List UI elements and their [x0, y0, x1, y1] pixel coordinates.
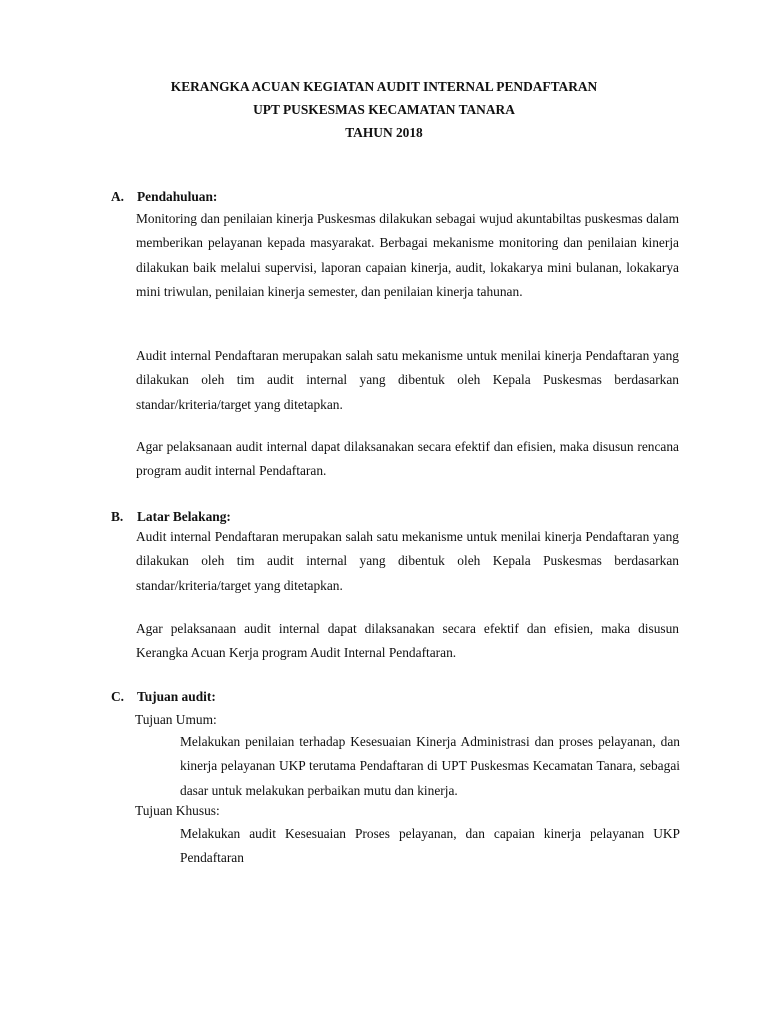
document-title-line-3: TAHUN 2018	[345, 125, 423, 140]
tujuan-khusus-label: Tujuan Khusus:	[135, 803, 220, 818]
section-a-paragraph-1: Monitoring dan penilaian kinerja Puskesmas dilakukan sebagai wujud akuntabiltas puskesmas dalam memberikan pelayanan kepada masyarakat. Berbagai mekanisme monitoring dan penilaian kinerja dilakukan baik melalui supervisi, laporan capaian kinerja, audit, lokakarya mini bulanan, lokakarya mini triwulan, penilaian kinerja semester, dan penilaian kinerja tahunan.	[136, 211, 679, 300]
section-a-heading	[111, 189, 217, 205]
section-a-title: Pendahuluan:	[137, 189, 218, 204]
tujuan-umum-text: Melakukan penilaian terhadap Kesesuaian Kinerja Administrasi dan proses pelayanan, dan kinerja pelayanan UKP terutama Pendaftaran di UPT Puskesmas Kecamatan Tanara, sebagai dasar untuk melakukan perbaikan mutu dan kinerja.	[180, 734, 680, 798]
section-b-paragraph-1: Audit internal Pendaftaran merupakan salah satu mekanisme untuk menilai kinerja Pendaftaran yang dilakukan oleh tim audit internal yang dibentuk oleh Kepala Puskesmas berdasarkan standar/kriteria/target yang ditetapkan.	[136, 529, 679, 593]
section-b-heading	[111, 509, 231, 525]
section-a-letter: A.	[111, 189, 125, 204]
section-b-letter: B.	[111, 509, 124, 524]
section-c-title: Tujuan audit:	[137, 689, 216, 704]
section-b-paragraph-2: Agar pelaksanaan audit internal dapat dilaksanakan secara efektif dan efisien, maka disusun Kerangka Acuan Kerja program Audit Internal Pendaftaran.	[136, 621, 679, 661]
section-a-paragraph-3: Agar pelaksanaan audit internal dapat dilaksanakan secara efektif dan efisien, maka disusun rencana program audit internal Pendaftaran.	[136, 439, 679, 479]
section-c-letter: C.	[111, 689, 125, 704]
document-title-line-1: KERANGKA ACUAN KEGIATAN AUDIT INTERNAL PENDAFTARAN	[170, 79, 598, 94]
section-c-heading	[111, 689, 216, 705]
section-b-title: Latar Belakang:	[137, 509, 231, 524]
document-title-line-2: UPT PUSKESMAS KECAMATAN TANARA	[253, 102, 515, 117]
tujuan-khusus-text: Melakukan audit Kesesuaian Proses pelayanan, dan capaian kinerja pelayanan UKP Pendaftaran	[180, 826, 680, 866]
section-a-paragraph-2: Audit internal Pendaftaran merupakan salah satu mekanisme untuk menilai kinerja Pendaftaran yang dilakukan oleh tim audit internal yang dibentuk oleh Kepala Puskesmas berdasarkan standar/kriteria/target yang ditetapkan.	[136, 348, 679, 412]
tujuan-umum-label: Tujuan Umum:	[135, 712, 217, 727]
